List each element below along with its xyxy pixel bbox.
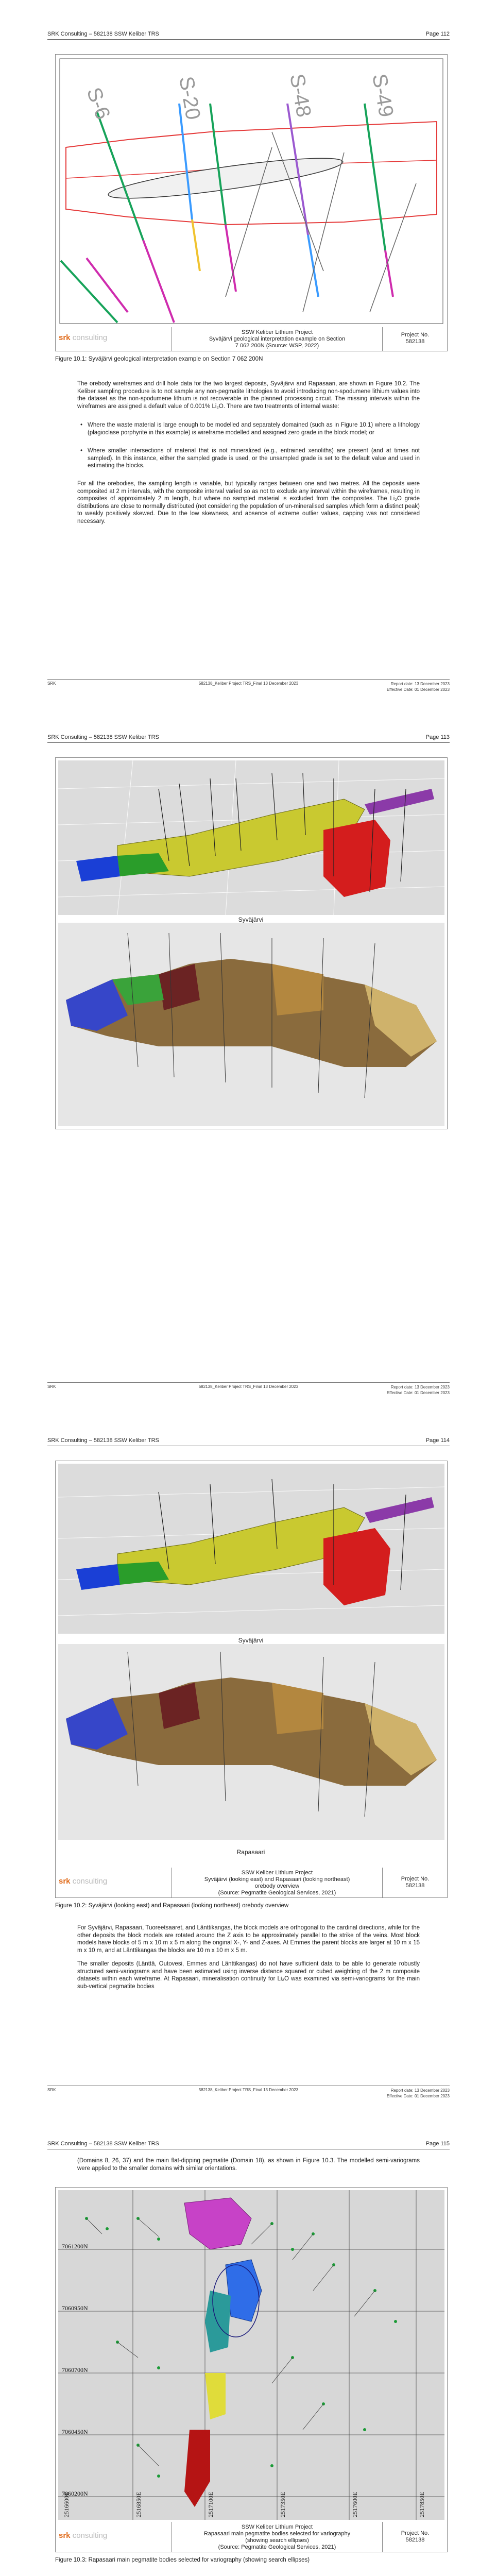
page-115 bbox=[0, 2110, 497, 2576]
project-number: Project No. 582138 bbox=[401, 1876, 430, 1889]
y-axis-label: 7060200N bbox=[62, 2490, 88, 2497]
orebody-overview-figure bbox=[55, 757, 448, 1129]
page-112 bbox=[0, 0, 497, 703]
page-header bbox=[47, 31, 450, 40]
srk-logo: srk consulting bbox=[59, 1877, 108, 1886]
y-axis-label: 7060700N bbox=[62, 2366, 88, 2374]
project-number: Project No. 582138 bbox=[401, 332, 430, 345]
title-block-description: SSW Keliber Lithium Project Syväjärvi geological interpretation example on Section 7 062 200N (Source: WSP, 2022) bbox=[172, 327, 383, 351]
y-axis-label: 7061200N bbox=[62, 2243, 88, 2250]
body-paragraph: The orebody wireframes and drill hole data for the two largest deposits, Syväjärvi and Rapasaari, are shown in Figure 10.2. The Keliber sampling procedure is to not sample any non-pegmatite lithologies to avoid introducing non-spodumene lithium values into the dataset as the non-spodumene lithium is not recoverable in the planned processing circuit. The missing intervals within the wireframes are assigned a default value of 0.001% Li₂O. There are two treatments of internal waste: bbox=[77, 381, 420, 410]
body-paragraph: The smaller deposits (Länttä, Outovesi, Emmes and Länttikangas) do not have sufficient data to be able to generate robustly structured semi-variograms and have been estimated using inverse distance squared or cubed weighting of the 2 m composite datasets within each wireframe. At Rapasaari, mineralisation continuity for Li₂O was examined via semi-variograms for the main sub-vertical pegmatite bodies bbox=[77, 1961, 420, 1990]
figure-caption: Figure 10.3: Rapasaari main pegmatite bodies selected for variography (showing search ellipses) bbox=[55, 2557, 310, 2563]
title-block-description: SSW Keliber Lithium Project Syväjärvi (looking east) and Rapasaari (looking northeast) orebody overview (Source: Pegmatite Geological Services, 2021) bbox=[172, 1868, 383, 1897]
header-page-number: Page 112 bbox=[425, 31, 450, 37]
bullet-item: • Where the waste material is large enough to be modelled and separately domained (such as in Figure 10.1) where a lithology (plagioclase porphyrite in this example) is wireframe modelled and assigned zero grade in the block model; or bbox=[88, 421, 420, 436]
figure-title-block bbox=[55, 1868, 448, 1898]
geological-section-figure bbox=[55, 54, 448, 328]
figure-title-block bbox=[55, 2522, 448, 2552]
header-left: SRK Consulting – 582138 SSW Keliber TRS bbox=[47, 31, 159, 37]
page-footer: SRK 582138_Keliber Project TRS_Final 13 December 2023 Report date: 13 December 2023 Effective Date: 01 December 2023 bbox=[47, 679, 450, 693]
orebody-overview-figure bbox=[55, 1461, 448, 1869]
y-axis-label: 7060950N bbox=[62, 2304, 88, 2312]
bullet-item: • Where smaller intersections of material that is not mineralized (e.g., entrained xenoliths) are present (and at times not sampled). In this instance, either the sampled grade is used, or the unsampled grade is set to the default value and used in estimating the blocks. bbox=[88, 447, 420, 470]
page-114 bbox=[0, 1406, 497, 2110]
x-axis-label: 2516600E bbox=[63, 2492, 70, 2517]
section-label-s6: S-6 bbox=[82, 84, 115, 123]
variography-figure bbox=[55, 2187, 448, 2523]
y-axis-label: 7060450N bbox=[62, 2428, 88, 2435]
figure-caption: Figure 10.1: Syväjärvi geological interpretation example on Section 7 062 200N bbox=[55, 356, 263, 362]
x-axis-label: 2517600E bbox=[351, 2492, 358, 2517]
section-drawing bbox=[56, 55, 447, 328]
page-footer: SRK 582138_Keliber Project TRS_Final 13 December 2023 Report date: 13 December 2023 Effective Date: 01 December 2023 bbox=[47, 1382, 450, 1397]
body-paragraph: (Domains 8, 26, 37) and the main flat-dipping pegmatite (Domain 18), as shown in Figure 10.3. The modelled semi-variograms were applied to the smaller domains with similar orientations. bbox=[77, 2158, 420, 2172]
srk-logo: srk consulting bbox=[59, 333, 108, 342]
x-axis-label: 2516850E bbox=[135, 2492, 142, 2517]
figure-title-block bbox=[55, 327, 448, 351]
section-label-s48: S-48 bbox=[285, 72, 316, 119]
page-header: SRK Consulting – 582138 SSW Keliber TRS Page 113 bbox=[47, 734, 450, 743]
project-number: Project No. 582138 bbox=[401, 2530, 430, 2543]
panel-label-syvajarvi: Syväjärvi bbox=[238, 1637, 264, 1644]
x-axis-label: 2517100E bbox=[207, 2492, 214, 2517]
orebody-3d-views bbox=[56, 758, 447, 1129]
rapasaari-plan-view bbox=[56, 2188, 447, 2522]
page-113 bbox=[0, 703, 497, 1406]
panel-label-syvajarvi: Syväjärvi bbox=[238, 916, 264, 923]
section-label-s20: S-20 bbox=[175, 74, 205, 122]
orebody-3d-views bbox=[56, 1461, 447, 1868]
x-axis-label: 2517850E bbox=[418, 2492, 425, 2517]
x-axis-label: 2517350E bbox=[279, 2492, 286, 2517]
title-block-description: SSW Keliber Lithium Project Rapasaari main pegmatite bodies selected for variography (showing search ellipses) (Source: Pegmatite Geological Services, 2021) bbox=[172, 2522, 383, 2552]
page-footer: SRK 582138_Keliber Project TRS_Final 13 December 2023 Report date: 13 December 2023 Effective Date: 01 December 2023 bbox=[47, 2086, 450, 2100]
srk-logo: srk consulting bbox=[59, 2531, 108, 2540]
body-paragraph: For Syväjärvi, Rapasaari, Tuoreetsaaret, and Länttikangas, the block models are orthogonal to the cardinal directions, while for the other deposits the block models are rotated around the Z axis to be approximately parallel to the strike of the veins. Most block models have blocks of 5 m x 10 m x 5 m along the original X-, Y- and Z-axes. At Emmes the parent blocks are larger at 10 m x 15 m x 10 m, and at Länttikangas the blocks are 10 m x 10 m x 5 m. bbox=[77, 1925, 420, 1954]
panel-label-rapasaari: Rapasaari bbox=[236, 1849, 265, 1856]
section-label-s49: S-49 bbox=[368, 72, 398, 119]
body-paragraph: For all the orebodies, the sampling length is variable, but typically ranges between one and two metres. All the deposits were composited at 2 m intervals, with the composite interval varied so as not to exclude any interval within the wireframes, resulting in composites of approximately 2 m length, but where no sampled material is excluded from the composites. The Li₂O grade distributions are close to normally distributed (not considering the population of un-mineralised samples which form a distinct peak) to weakly positively skewed. Due to the low skewness, and absence of extreme outlier values, capping was not considered necessary. bbox=[77, 481, 420, 524]
page-header: SRK Consulting – 582138 SSW Keliber TRS Page 115 bbox=[47, 2141, 450, 2149]
figure-caption: Figure 10.2: Syväjärvi (looking east) and Rapasaari (looking northeast) orebody overview bbox=[55, 1903, 289, 1909]
page-header: SRK Consulting – 582138 SSW Keliber TRS Page 114 bbox=[47, 1437, 450, 1446]
